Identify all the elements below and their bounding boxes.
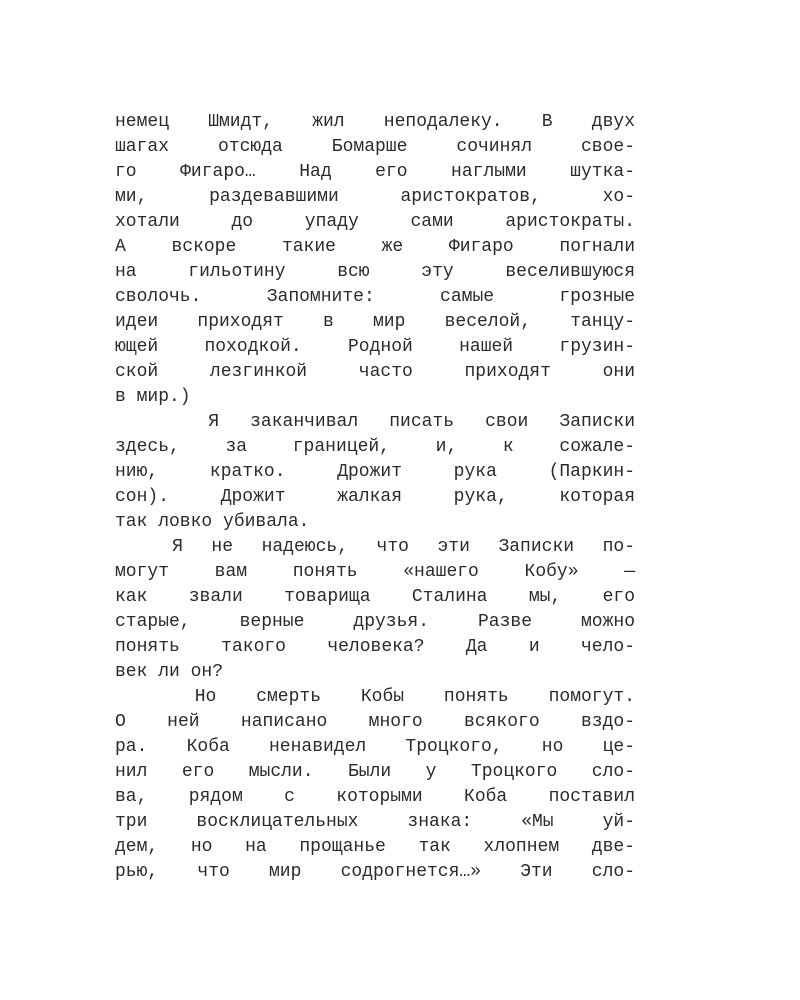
text-line: нил его мысли. Были у Троцкого сло- [115, 762, 635, 782]
text-line: ва, рядом с которыми Коба поставил [115, 787, 635, 807]
text-line: нию, кратко. Дрожит рука (Паркин- [115, 462, 635, 482]
text-line: ской лезгинкой часто приходят они [115, 362, 635, 382]
text-line: О ней написано много всякого вздо- [115, 712, 635, 732]
text-line: немец Шмидт, жил неподалеку. В двух [115, 112, 635, 132]
text-line: дем, но на прощанье так хлопнем две- [115, 837, 635, 857]
text-line: шагах отсюда Бомарше сочинял свое- [115, 137, 635, 157]
text-line: ми, раздевавшими аристократов, хо- [115, 187, 635, 207]
text-line: понять такого человека? Да и чело- [115, 637, 635, 657]
text-line: хотали до упаду сами аристократы. [115, 212, 635, 232]
text-line: могут вам понять «нашего Кобу» — [115, 562, 635, 582]
text-line: так ловко убивала. [115, 512, 310, 532]
text-line: Но смерть Кобы понять помогут. [115, 687, 635, 707]
body-text [115, 110, 635, 885]
text-line: го Фигаро… Над его наглыми шутка- [115, 162, 635, 182]
text-line: ющей походкой. Родной нашей грузин- [115, 337, 635, 357]
text-line: как звали товарища Сталина мы, его [115, 587, 635, 607]
text-line: Я заканчивал писать свои Записки [115, 412, 635, 432]
text-line: старые, верные друзья. Разве можно [115, 612, 635, 632]
text-line: идеи приходят в мир веселой, танцу- [115, 312, 635, 332]
text-line: А вскоре такие же Фигаро погнали [115, 237, 635, 257]
text-line: на гильотину всю эту веселившуюся [115, 262, 635, 282]
text-line: ра. Коба ненавидел Троцкого, но це- [115, 737, 635, 757]
text-line: сон). Дрожит жалкая рука, которая [115, 487, 635, 507]
text-line: здесь, за границей, и, к сожале- [115, 437, 635, 457]
text-line: век ли он? [115, 662, 224, 682]
text-line: сволочь. Запомните: самые грозные [115, 287, 635, 307]
text-line: три восклицательных знака: «Мы уй- [115, 812, 635, 832]
text-line: в мир.) [115, 387, 191, 407]
text-line: Я не надеюсь, что эти Записки по- [115, 537, 635, 557]
text-line: рью, что мир содрогнется…» Эти сло- [115, 862, 635, 882]
